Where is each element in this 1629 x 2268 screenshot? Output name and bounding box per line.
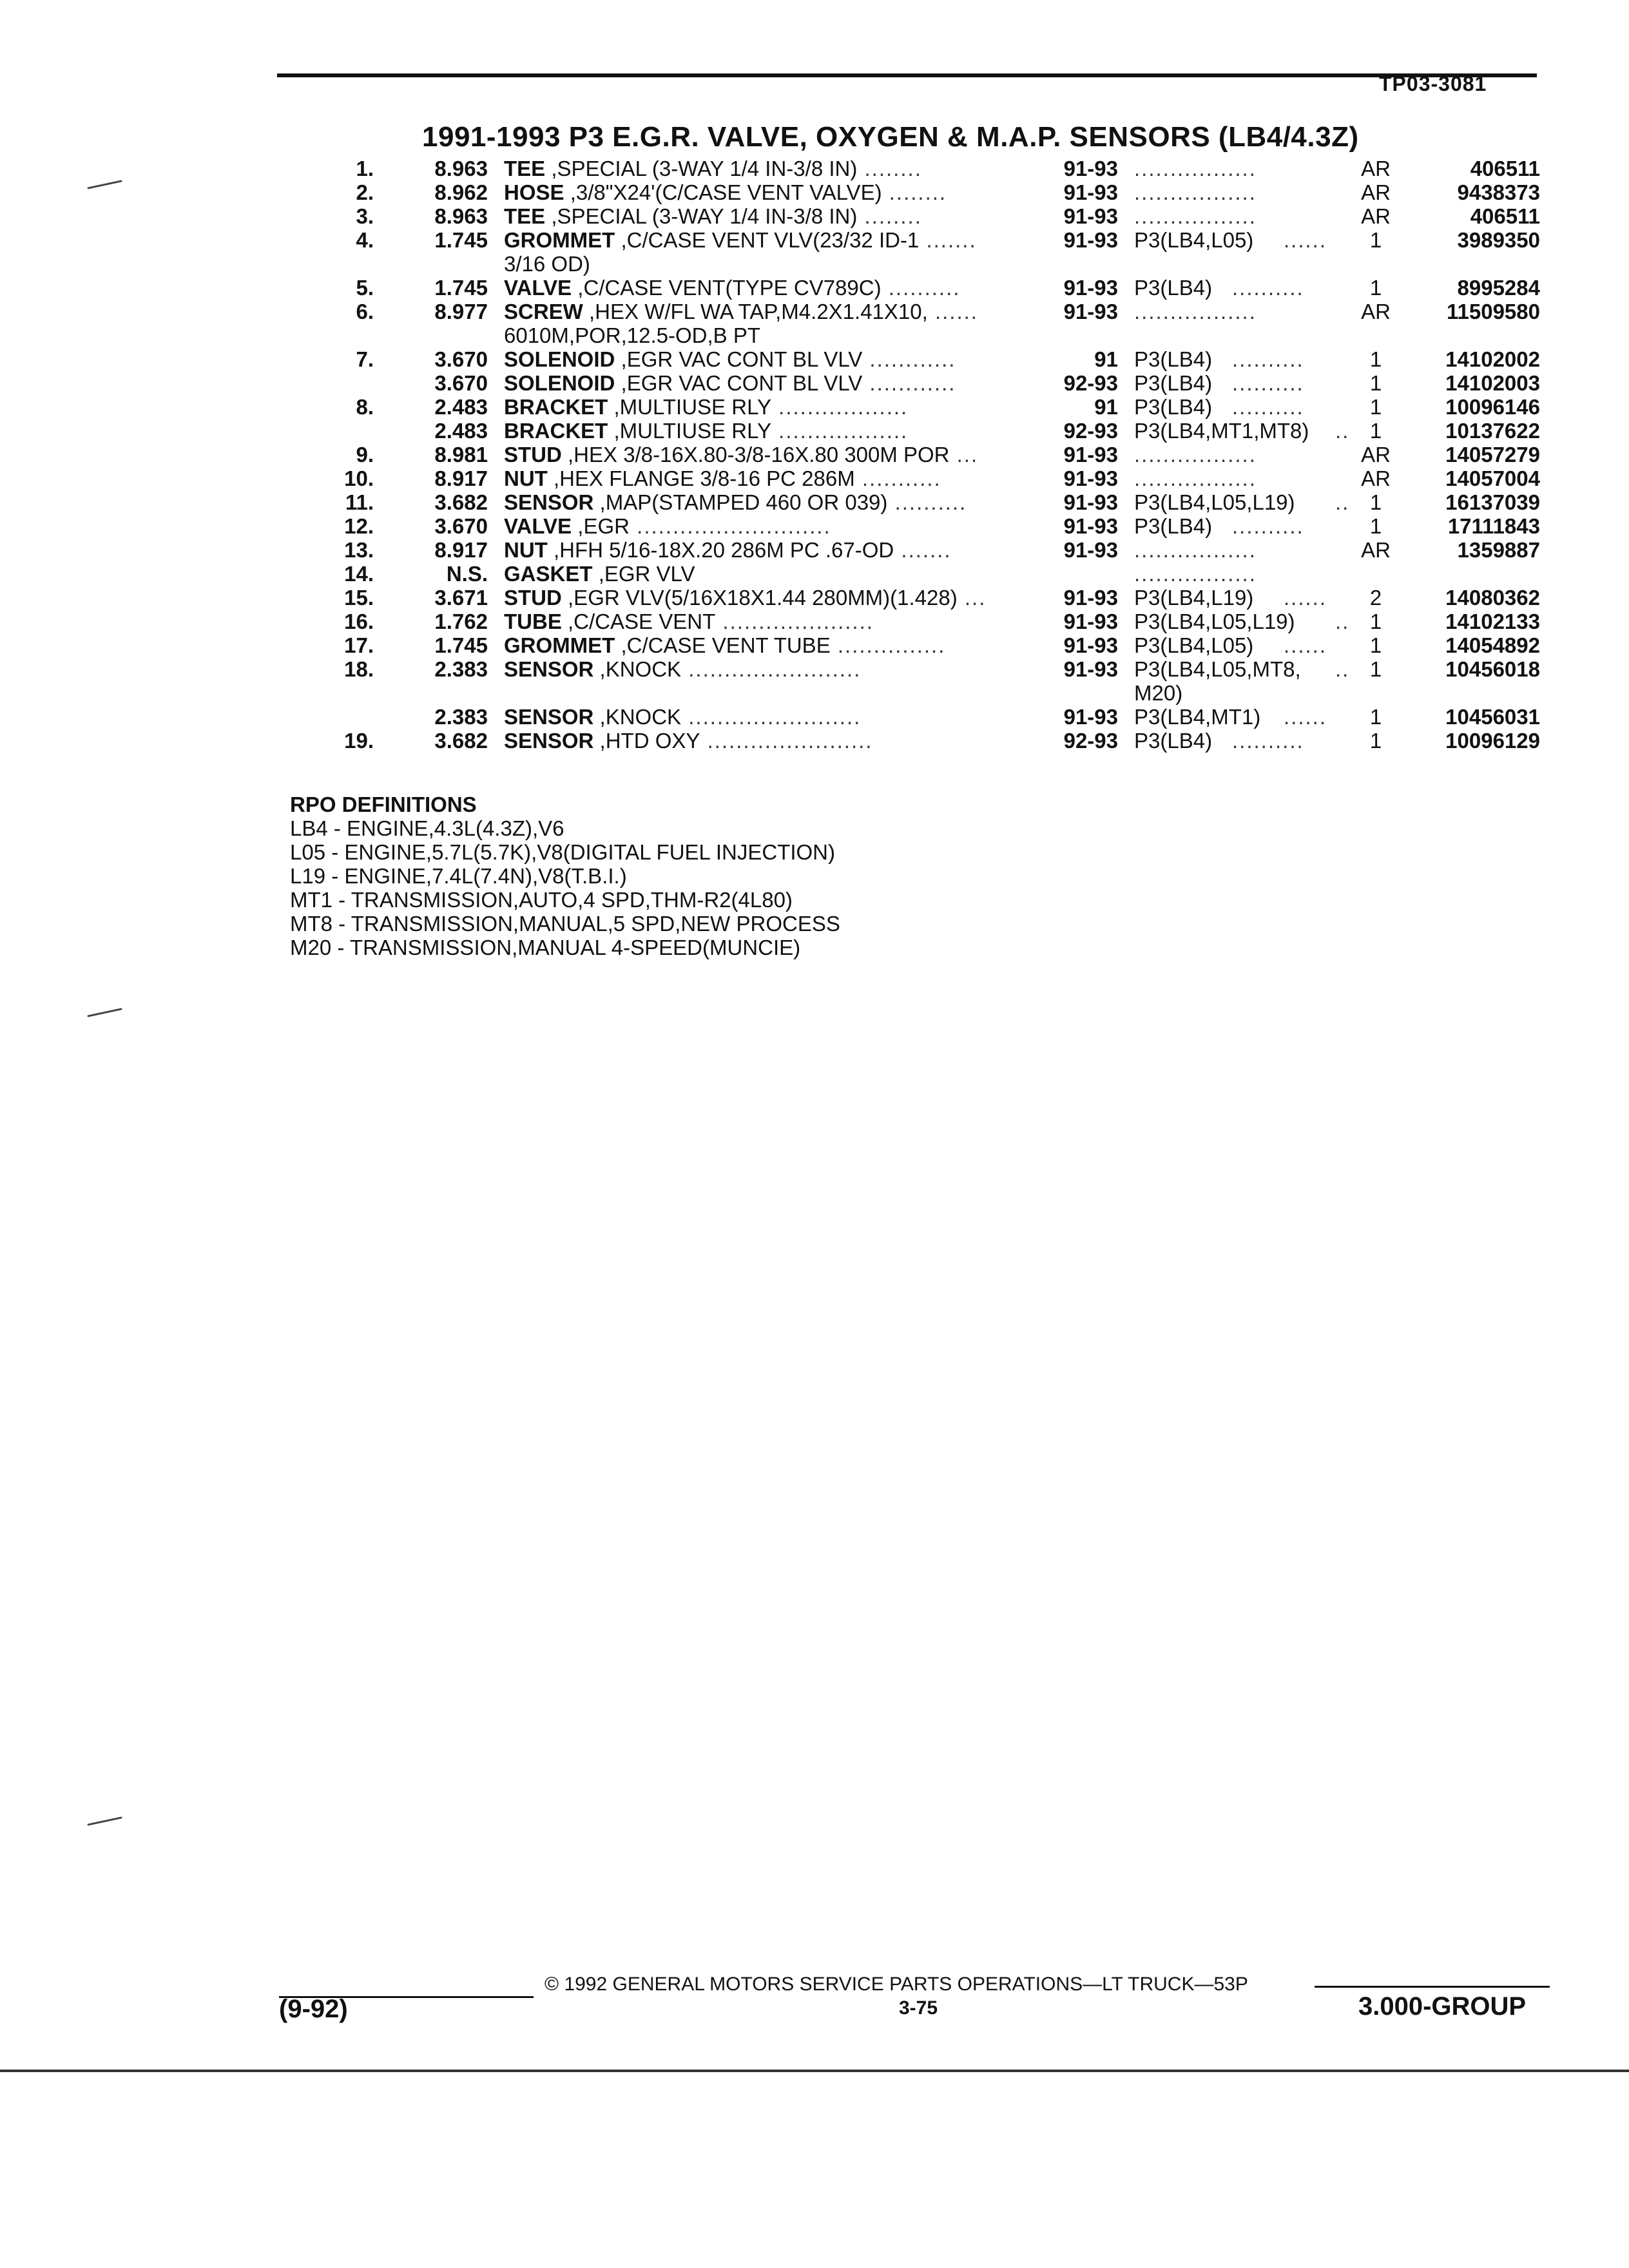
leader-dots: .................. [771,395,909,419]
leader-dots: ............... [830,633,946,657]
part-quantity: AR [1361,157,1391,180]
part-description [504,371,956,395]
part-description [504,347,956,371]
part-row [0,276,1629,300]
part-row [0,180,1629,204]
part-number: 10096129 [1445,729,1540,753]
leader-dots: ................. [1134,538,1257,562]
footer-group: 3.000-GROUP [1358,1992,1527,2021]
part-quantity: 1 [1369,395,1382,419]
parts-list [0,157,1629,753]
part-years: 91 [1094,347,1118,371]
part-quantity: 1 [1369,419,1382,443]
part-name: GROMMET [504,228,615,252]
part-name: NUT [504,466,548,490]
leader-dots: .......... [887,490,967,514]
part-years: 91-93 [1063,443,1118,466]
part-spec: ,SPECIAL (3-WAY 1/4 IN-3/8 IN) [551,157,858,180]
part-row [0,657,1629,681]
page-title: 1991-1993 P3 E.G.R. VALVE, OXYGEN & M.A.P. SENSORS (LB4/4.3Z) [422,121,1359,153]
footer-rule-right [1315,1986,1550,1988]
part-description [504,586,986,610]
leader-dots: ........ [882,180,947,204]
part-row [0,300,1629,323]
part-application: P3(LB4,L05,L19) [1134,490,1295,514]
part-spec: ,HEX FLANGE 3/8-16 PC 286M [554,466,855,490]
leader-dots: ................. [1134,443,1257,466]
part-name: STUD [504,586,562,610]
part-quantity: 1 [1369,347,1382,371]
leader-dots: .......... [1232,729,1304,753]
leader-dots: ............ [862,347,956,371]
part-years: 91-93 [1063,204,1118,228]
part-spec: ,KNOCK [599,705,682,729]
leader-dots: ............ [862,371,956,395]
part-number: 14102003 [1445,371,1540,395]
rpo-item: M20 - TRANSMISSION,MANUAL 4-SPEED(MUNCIE) [290,936,801,959]
part-ref-number: 14. [344,562,374,586]
part-number: 10096146 [1445,395,1540,419]
part-row [0,347,1629,371]
part-ref-number: 18. [344,657,374,681]
footer-date: (9-92) [279,1995,348,2023]
part-spec: ,EGR VAC CONT BL VLV [621,371,863,395]
part-number: 406511 [1470,204,1540,228]
part-description [504,490,967,514]
part-years: 91 [1094,395,1118,419]
part-ref-number: 3. [356,204,374,228]
part-ref-number: 10. [344,466,374,490]
part-spec: ,3/8"X24'(C/CASE VENT VALVE) [570,180,882,204]
part-spec: ,C/CASE VENT TUBE [621,633,831,657]
part-row [0,466,1629,490]
leader-dots: ................. [1134,180,1257,204]
part-description [504,157,922,180]
leader-dots: ................. [1134,204,1257,228]
part-name: SCREW [504,300,583,323]
part-number: 14102002 [1445,347,1540,371]
leader-dots: ................. [1134,562,1257,586]
part-years: 91-93 [1063,157,1118,180]
part-row [0,514,1629,538]
part-application: P3(LB4) [1134,371,1213,395]
part-quantity: 1 [1369,371,1382,395]
part-application: P3(LB4,MT1) [1134,705,1261,729]
part-spec: ,SPECIAL (3-WAY 1/4 IN-3/8 IN) [551,204,858,228]
part-group-number: 8.962 [434,180,488,204]
part-quantity: 1 [1369,490,1382,514]
part-group-number: 1.745 [434,228,488,252]
part-row [0,729,1629,753]
part-description [504,323,760,347]
part-number: 3989350 [1457,228,1540,252]
part-spec: 3/16 OD) [504,252,590,276]
part-number: 17111843 [1447,514,1540,538]
leader-dots: ........................ [681,657,862,681]
part-group-number: 8.981 [434,443,488,466]
part-years: 91-93 [1063,276,1118,300]
leader-dots: ................. [1134,157,1257,180]
part-number: 8995284 [1457,276,1540,300]
leader-dots: .. [1335,657,1350,681]
part-name: TEE [504,157,546,180]
part-application: P3(LB4) [1134,729,1213,753]
part-name: GROMMET [504,633,615,657]
leader-dots: ...... [1284,705,1327,729]
part-row [0,443,1629,466]
part-quantity: 2 [1369,586,1382,610]
part-description [504,180,947,204]
part-description [504,204,922,228]
part-row [0,252,1629,276]
leader-dots: ... [957,586,987,610]
part-ref-number: 1. [356,157,374,180]
leader-dots: .......... [881,276,961,300]
part-years: 92-93 [1063,371,1118,395]
part-ref-number: 5. [356,276,374,300]
part-group-number: 3.671 [434,586,488,610]
part-number: 10456018 [1445,657,1540,681]
part-row [0,371,1629,395]
part-quantity: 1 [1369,228,1382,252]
rpo-item: MT8 - TRANSMISSION,MANUAL,5 SPD,NEW PROCESS [290,912,840,936]
part-application: P3(LB4,L05,MT8, [1134,657,1301,681]
part-group-number: 1.745 [434,633,488,657]
part-spec: ,KNOCK [599,657,682,681]
part-row [0,633,1629,657]
part-ref-number: 16. [344,610,374,633]
part-application: P3(LB4) [1134,514,1213,538]
part-application: P3(LB4) [1134,276,1213,300]
part-name: NUT [504,538,548,562]
part-name: SENSOR [504,490,594,514]
part-quantity: 1 [1369,514,1382,538]
leader-dots: ........................ [681,705,862,729]
part-group-number: 8.977 [434,300,488,323]
leader-dots: ...... [1284,586,1327,610]
part-years: 91-93 [1063,300,1118,323]
part-row [0,610,1629,633]
part-description [504,276,960,300]
part-name: VALVE [504,276,572,300]
part-spec: ,HTD OXY [599,729,700,753]
part-group-number: 8.917 [434,538,488,562]
part-years: 91-93 [1063,490,1118,514]
part-number: 1359887 [1457,538,1540,562]
part-spec: ,MULTIUSE RLY [613,419,771,443]
part-application: P3(LB4,MT1,MT8) [1134,419,1309,443]
part-quantity: 1 [1369,633,1382,657]
part-ref-number: 11. [345,490,374,514]
leader-dots: .. [1335,419,1350,443]
part-number: 406511 [1470,157,1540,180]
part-description [504,633,945,657]
part-years: 92-93 [1063,729,1118,753]
part-ref-number: 12. [344,514,374,538]
leader-dots: .. [1335,610,1350,633]
part-name: TEE [504,204,546,228]
part-name: SENSOR [504,657,594,681]
part-application: P3(LB4,L19) [1134,586,1254,610]
part-years: 91-93 [1063,514,1118,538]
rpo-item: L05 - ENGINE,5.7L(5.7K),V8(DIGITAL FUEL INJECTION) [290,840,835,864]
part-spec: ,C/CASE VENT VLV(23/32 ID-1 [621,228,920,252]
part-quantity: 1 [1369,705,1382,729]
part-spec: 6010M,POR,12.5-OD,B PT [504,323,760,347]
part-years: 91-93 [1063,633,1118,657]
part-description [504,419,908,443]
part-name: VALVE [504,514,572,538]
part-years: 91-93 [1063,538,1118,562]
part-description [504,729,872,753]
part-ref-number: 4. [356,228,374,252]
part-name: HOSE [504,180,564,204]
leader-dots: ...... [1284,633,1327,657]
part-group-number: 3.670 [434,347,488,371]
part-description [504,443,978,466]
part-years: 91-93 [1063,466,1118,490]
part-spec: ,C/CASE VENT [568,610,716,633]
rpo-item: MT1 - TRANSMISSION,AUTO,4 SPD,THM-R2(4L80) [290,888,793,912]
part-name: SENSOR [504,705,594,729]
part-description [504,610,874,633]
part-row [0,705,1629,729]
part-ref-number: 17. [344,633,374,657]
part-row [0,323,1629,347]
part-description [504,395,908,419]
part-years: 92-93 [1063,419,1118,443]
part-description [504,705,861,729]
leader-dots: ...... [927,300,978,323]
part-description [504,538,952,562]
part-number: 14054892 [1445,633,1540,657]
part-ref-number: 8. [356,395,374,419]
leader-dots: ....... [894,538,952,562]
part-spec: ,EGR [577,514,630,538]
part-application: P3(LB4,L05) [1134,228,1254,252]
part-name: BRACKET [504,395,608,419]
part-group-number: 1.745 [434,276,488,300]
part-group-number: 1.762 [434,610,488,633]
part-row [0,490,1629,514]
part-description [504,514,831,538]
rpo-title: RPO DEFINITIONS [290,793,477,816]
part-number: 14080362 [1445,586,1540,610]
part-application: P3(LB4) [1134,395,1213,419]
part-group-number: 2.383 [434,705,488,729]
leader-dots: ...... [1284,228,1327,252]
part-quantity: AR [1361,443,1391,466]
part-row [0,157,1629,180]
leader-dots: ....... [919,228,977,252]
top-rule [277,73,1537,77]
part-number: 16137039 [1445,490,1540,514]
part-name: TUBE [504,610,562,633]
part-row [0,586,1629,610]
part-number: 11509580 [1446,300,1540,323]
leader-dots: ..................... [715,610,874,633]
part-group-number: 3.670 [434,371,488,395]
part-quantity: 1 [1369,610,1382,633]
part-application: M20) [1134,681,1183,705]
part-description [504,228,977,252]
part-spec: ,HEX 3/8-16X.80-3/8-16X.80 300M POR [568,443,950,466]
part-quantity: AR [1361,466,1391,490]
leader-dots: ................. [1134,466,1257,490]
part-group-number: N.S. [446,562,488,586]
part-group-number: 3.670 [434,514,488,538]
part-quantity: AR [1361,180,1391,204]
leader-dots: ....................... [700,729,873,753]
leader-dots: ........ [857,204,922,228]
part-row [0,681,1629,705]
leader-dots: .......... [1232,395,1304,419]
footer-copyright: © 1992 GENERAL MOTORS SERVICE PARTS OPERATIONS—LT TRUCK—53P [545,1974,1248,1995]
part-ref-number: 19. [344,729,374,753]
leader-dots: .. [1335,490,1350,514]
part-ref-number: 6. [356,300,374,323]
part-spec: ,EGR VLV(5/16X18X1.44 280MM)(1.428) [568,586,958,610]
part-group-number: 3.682 [434,490,488,514]
part-name: SOLENOID [504,347,615,371]
part-number: 14057279 [1445,443,1540,466]
part-quantity: AR [1361,204,1391,228]
bottom-rule [0,2070,1629,2072]
part-application: P3(LB4) [1134,347,1213,371]
part-group-number: 2.483 [434,419,488,443]
part-group-number: 2.483 [434,395,488,419]
part-quantity: AR [1361,538,1391,562]
part-number: 14057004 [1445,466,1540,490]
part-row [0,419,1629,443]
part-name: SOLENOID [504,371,615,395]
part-years: 91-93 [1063,657,1118,681]
leader-dots: ........... [854,466,941,490]
binder-mark [87,1008,122,1017]
part-row [0,395,1629,419]
part-ref-number: 15. [344,586,374,610]
binder-mark [87,1816,122,1825]
part-number: 9438373 [1457,180,1540,204]
rpo-definitions [290,793,840,959]
leader-dots: ... [949,443,979,466]
part-group-number: 8.963 [434,157,488,180]
part-name: GASKET [504,562,593,586]
part-number: 10137622 [1445,419,1540,443]
part-spec: ,HFH 5/16-18X.20 286M PC .67-OD [554,538,894,562]
part-quantity: 1 [1369,276,1382,300]
part-description [504,657,861,681]
part-group-number: 8.917 [434,466,488,490]
part-ref-number: 9. [356,443,374,466]
part-row [0,538,1629,562]
leader-dots: .......... [1232,276,1304,300]
part-name: STUD [504,443,562,466]
part-group-number: 2.383 [434,657,488,681]
part-spec: ,EGR VAC CONT BL VLV [621,347,863,371]
part-quantity: 1 [1369,729,1382,753]
part-spec: ,EGR VLV [598,562,695,586]
part-description [504,466,941,490]
leader-dots: ................. [1134,300,1257,323]
part-group-number: 8.963 [434,204,488,228]
part-years: 91-93 [1063,610,1118,633]
part-quantity: 1 [1369,657,1382,681]
part-description [504,300,978,323]
leader-dots: .................. [771,419,909,443]
leader-dots: .......... [1232,371,1304,395]
part-row [0,562,1629,586]
part-years: 91-93 [1063,586,1118,610]
part-name: BRACKET [504,419,608,443]
part-number: 14102133 [1445,610,1540,633]
part-ref-number: 7. [356,347,374,371]
part-quantity: AR [1361,300,1391,323]
leader-dots: .......... [1232,514,1304,538]
part-years: 91-93 [1063,180,1118,204]
document-code: TP03-3081 [1379,72,1487,95]
part-application: P3(LB4,L05) [1134,633,1254,657]
part-spec: ,C/CASE VENT(TYPE CV789C) [577,276,882,300]
part-spec: ,MAP(STAMPED 460 OR 039) [599,490,888,514]
rpo-item: L19 - ENGINE,7.4L(7.4N),V8(T.B.I.) [290,864,627,888]
part-years: 91-93 [1063,705,1118,729]
part-number: 10456031 [1445,705,1540,729]
part-application: P3(LB4,L05,L19) [1134,610,1295,633]
part-ref-number: 2. [356,180,374,204]
part-row [0,228,1629,252]
part-years: 91-93 [1063,228,1118,252]
part-description [504,562,695,586]
part-ref-number: 13. [344,538,374,562]
part-name: SENSOR [504,729,594,753]
part-group-number: 3.682 [434,729,488,753]
leader-dots: .......... [1232,347,1304,371]
part-row [0,204,1629,228]
part-spec: ,MULTIUSE RLY [613,395,771,419]
rpo-item: LB4 - ENGINE,4.3L(4.3Z),V6 [290,816,564,840]
leader-dots: ........................... [629,514,831,538]
part-description [504,252,590,276]
part-spec: ,HEX W/FL WA TAP,M4.2X1.41X10, [589,300,928,323]
footer-page-number: 3-75 [899,1997,938,2019]
leader-dots: ........ [857,157,922,180]
